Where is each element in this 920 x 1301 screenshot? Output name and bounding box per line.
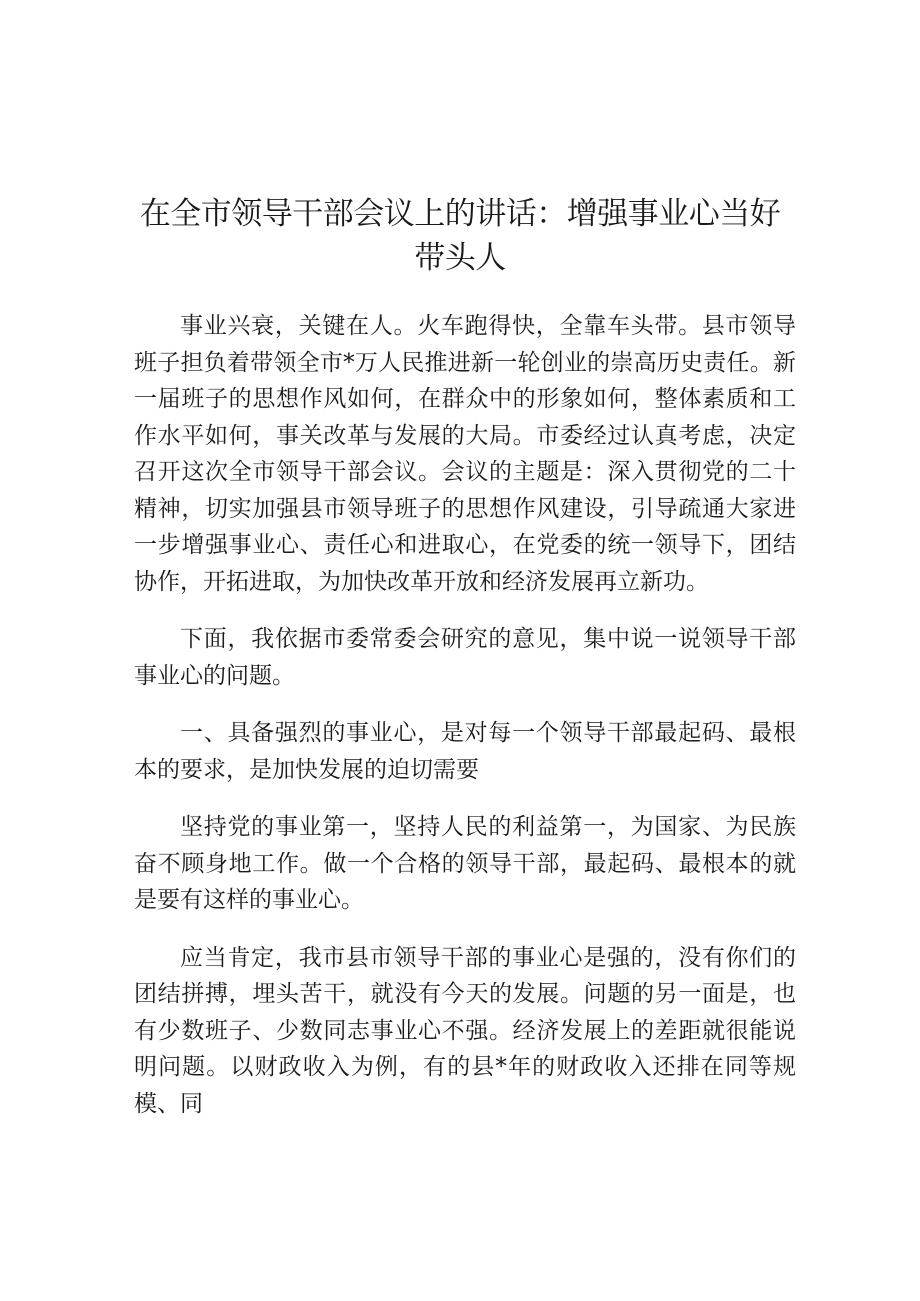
paragraph: 事业兴衰，关键在人。火车跑得快，全靠车头带。县市领导班子担负着带领全市*万人民推进新一轮创业的崇高历史责任。新一届班子的思想作风如何，在群众中的形象如何，整体素质和工作水平如何，事关改革与发展的大局。市委经过认真考虑，决定召开这次全市领导干部会议。会议的主题是：深入贯彻党的二十精神，切实加强县市领导班子的思想作风建设，引导疏通大家进一步增强事业心、责任心和进取心，在党委的统一领导下，团结协作，开拓进取，为加快改革开放和经济发展再立新功。 (134, 313, 796, 595)
paragraph: 坚持党的事业第一，坚持人民的利益第一，为国家、为民族奋不顾身地工作。做一个合格的领导干部，最起码、最根本的就是要有这样的事业心。 (134, 814, 796, 913)
paragraph: 应当肯定，我市县市领导干部的事业心是强的，没有你们的团结拼搏，埋头苦干，就没有今天的发展。问题的另一面是，也有少数班子、少数同志事业心不强。经济发展上的差距就很能说明问题。以财政收入为例，有的县*年的财政收入还排在同等规模、同 (134, 944, 796, 1117)
document-body (134, 308, 796, 1143)
section-heading: 一、具备强烈的事业心，是对每一个领导干部最起码、最根本的要求，是加快发展的迫切需要 (134, 720, 796, 783)
document-title: 在全市领导干部会议上的讲话：增强事业心当好带头人 (139, 196, 781, 276)
paragraph: 下面，我依据市委常委会研究的意见，集中说一说领导干部事业心的问题。 (134, 626, 796, 689)
